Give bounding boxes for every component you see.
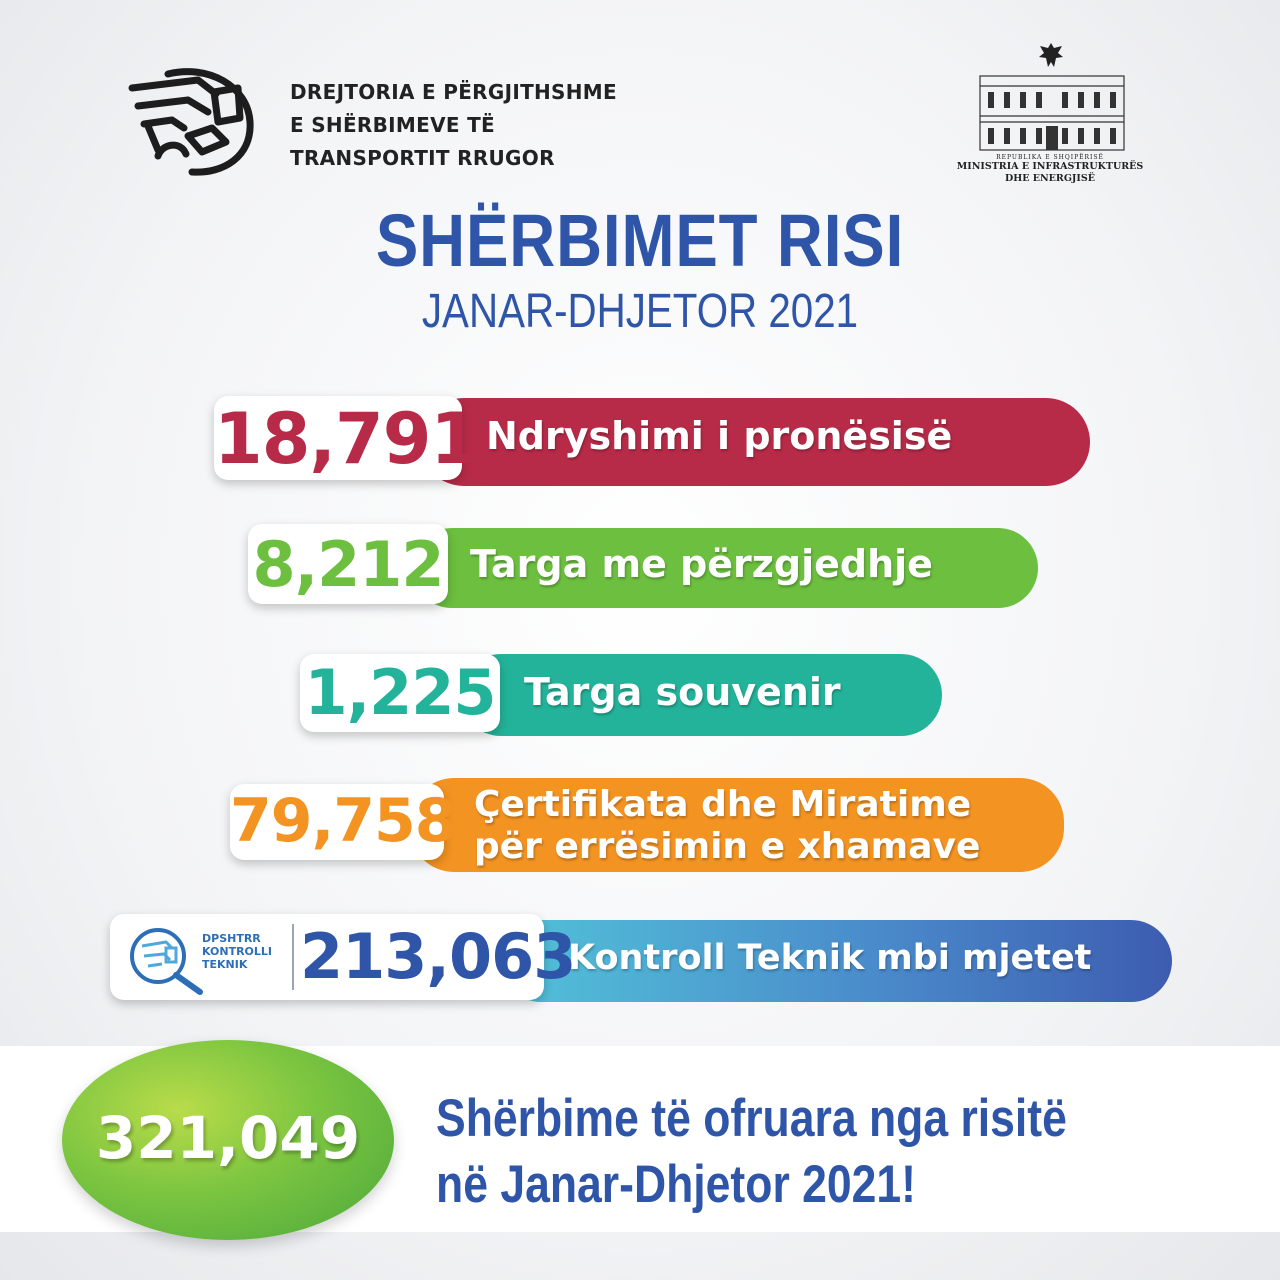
page-subtitle: JANAR-DHJETOR 2021 (421, 285, 859, 338)
stat-value-technical-control: 213,063 (300, 920, 576, 993)
stat-label-ownership: Ndryshimi i pronësisë (486, 414, 953, 458)
stat-label-technical-control: Kontroll Teknik mbi mjetet (568, 938, 1092, 978)
ministry-building-icon (978, 72, 1126, 152)
ministry-country: REPUBLIKA E SHQIPËRISË (996, 154, 1104, 161)
stat-value-custom-plates: 8,212 (252, 528, 444, 601)
logo-text-line: DPSHTRR (202, 932, 261, 945)
org-logo-icon (128, 66, 256, 178)
ministry-name-line: DHE ENERGJISË (1005, 173, 1095, 184)
org-name-line: DREJTORIA E PËRGJITHSHME (290, 80, 617, 104)
stat-value-box (300, 654, 500, 732)
stat-value-window-tint: 79,758 (230, 786, 456, 856)
ministry-name-line: MINISTRIA E INFRASTRUKTURËS (956, 161, 1144, 172)
stat-value-box (214, 396, 479, 480)
total-value: 321,049 (95, 1104, 361, 1172)
divider (292, 924, 294, 990)
kontrolli-teknik-logo-text (202, 932, 272, 971)
stat-value-souvenir-plates: 1,225 (304, 656, 496, 729)
stat-label-custom-plates: Targa me përzgjedhje (470, 542, 933, 586)
stat-label-souvenir-plates: Targa souvenir (524, 670, 841, 714)
stat-label-window-tint (474, 784, 980, 868)
org-name-line: TRANSPORTIT RRUGOR (290, 146, 555, 170)
total-caption-line: Shërbime të ofruara nga risitë (436, 1089, 1067, 1148)
ministry-emblem-icon (1036, 40, 1066, 70)
stat-label-line: për errësimin e xhamave (474, 826, 981, 867)
stat-label-line: Çertifikata dhe Miratime (474, 784, 972, 825)
stat-value-ownership: 18,791 (214, 398, 479, 480)
stat-value-box (248, 524, 448, 604)
stat-value-box (110, 914, 576, 1000)
org-name (290, 76, 617, 175)
stat-value-box (230, 784, 456, 860)
total-caption-line: në Janar-Dhjetor 2021! (436, 1155, 917, 1214)
page-title: SHËRBIMET RISI (375, 199, 905, 282)
logo-text-line: TEKNIK (202, 958, 248, 971)
logo-text-line: KONTROLLI (202, 945, 273, 958)
total-caption (436, 1086, 1067, 1218)
ministry-name (950, 154, 1150, 185)
org-name-line: E SHËRBIMEVE TË (290, 113, 495, 137)
